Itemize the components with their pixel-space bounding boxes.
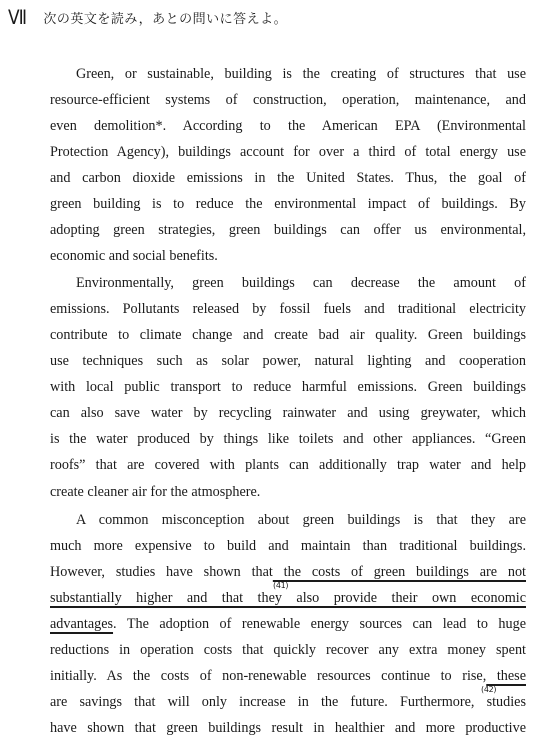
passage-line: is the water produced by things like toilets and other appliances. “Green <box>50 431 526 447</box>
line-text: However, studies have shown that <box>50 564 273 580</box>
passage-line: adopting green strategies, green buildings can offer us environmental, <box>50 222 526 238</box>
underlined-phrase-42: these <box>486 668 526 684</box>
passage-line: emissions. Pollutants released by fossil fuels and traditional electricity <box>50 301 526 317</box>
passage-line: roofs” that are covered with plants can additionally trap water and help <box>50 457 526 473</box>
passage-line: use techniques such as solar power, natural lighting and cooperation <box>50 353 526 369</box>
passage-line <box>50 666 526 686</box>
passage-line: contribute to climate change and create bad air quality. Green buildings <box>50 327 526 343</box>
question-marker-41: (41) <box>273 581 289 590</box>
passage-line: Green, or sustainable, building is the creating of structures that use <box>76 66 526 82</box>
section-number: Ⅶ <box>8 6 27 29</box>
passage-line <box>50 588 526 608</box>
passage-line: economic and social benefits. <box>50 248 218 264</box>
passage-line: and carbon dioxide emissions in the United States. Thus, the goal of <box>50 170 526 186</box>
passage-line: Protection Agency), buildings account for over a third of total energy use <box>50 144 526 160</box>
passage-line: much more expensive to build and maintain than traditional buildings. <box>50 538 526 554</box>
passage-line: reductions in operation costs that quickly recover any extra money spent <box>50 642 526 658</box>
passage-line: Environmentally, green buildings can decrease the amount of <box>76 275 526 291</box>
passage-line <box>50 614 526 634</box>
question-header <box>8 6 287 28</box>
line-text: . The adoption of renewable energy sources can lead to huge <box>113 616 526 632</box>
passage-line: have shown that green buildings result in healthier and more productive <box>50 720 526 736</box>
passage-line: green building is to reduce the environmental impact of buildings. By <box>50 196 526 212</box>
instruction-text: 次の英文を読み，あとの問いに答えよ。 <box>43 11 288 27</box>
underlined-phrase-41: substantially higher and that they also provide their own economic <box>50 590 526 606</box>
underlined-phrase-41: advantages <box>50 616 114 632</box>
question-marker-42: (42) <box>481 685 497 694</box>
passage-line: are savings that will only increase in the future. Furthermore, studies <box>50 694 526 710</box>
passage-line: resource-efficient systems of construction, operation, maintenance, and <box>50 92 526 108</box>
passage-line: A common misconception about green buildings is that they are <box>76 512 526 528</box>
passage-line: can also save water by recycling rainwater and using greywater, which <box>50 405 526 421</box>
line-text: initially. As the costs of non-renewable resources continue to rise, <box>50 668 487 684</box>
passage-line: create cleaner air for the atmosphere. <box>50 484 261 500</box>
passage-line: even demolition*. According to the American EPA (Environmental <box>50 118 526 134</box>
passage-line: with local public transport to reduce harmful emissions. Green buildings <box>50 379 526 395</box>
passage-line <box>50 562 526 582</box>
underlined-phrase-41: the costs of green buildings are not <box>272 564 526 580</box>
